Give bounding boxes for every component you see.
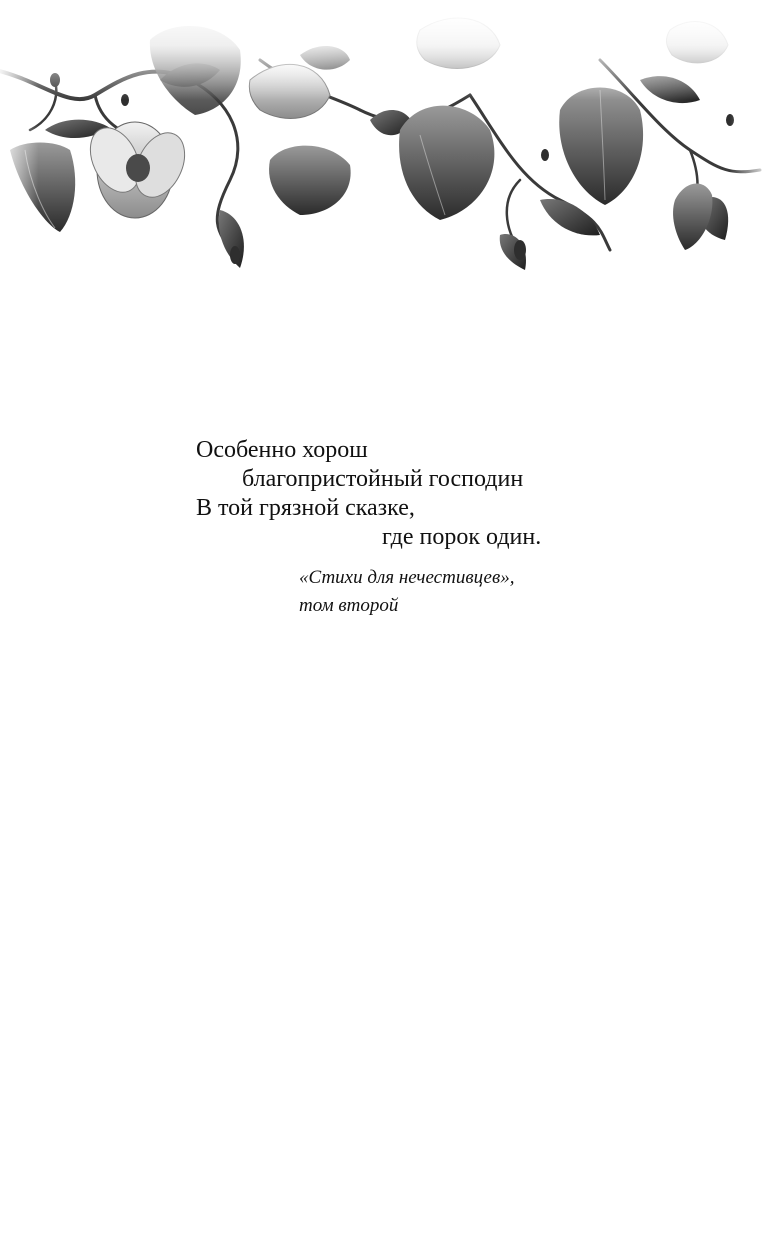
epigraph-attribution: [196, 564, 616, 620]
poem-line-2: благопристойный господин: [242, 466, 524, 492]
attribution-volume: том второй: [299, 595, 399, 616]
poem-line-3: В той грязной сказке,: [196, 495, 415, 521]
poem-line-4: где порок один.: [382, 524, 542, 550]
magnolia-banner-illustration: [0, 0, 768, 285]
poem-line-1: Особенно хорош: [196, 437, 368, 463]
epigraph-poem: [196, 436, 616, 620]
attribution-source-title: «Стихи для нечестивцев»,: [299, 567, 515, 588]
